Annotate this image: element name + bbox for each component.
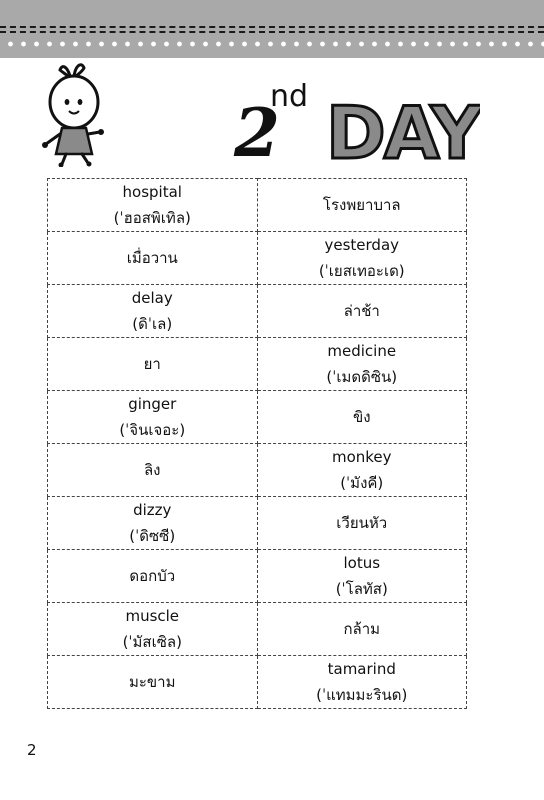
- vocabulary-word: เมื่อวาน: [126, 249, 178, 267]
- vocabulary-pronunciation: (ˈจินเจอะ): [119, 421, 186, 439]
- header-dash-line: [0, 26, 544, 28]
- vocabulary-cell-left: [48, 285, 258, 338]
- vocabulary-cell-right: [257, 550, 467, 603]
- vocabulary-word: medicine: [327, 342, 397, 360]
- vocabulary-cell-right: [257, 391, 467, 444]
- vocabulary-cell-right: [257, 656, 467, 709]
- vocabulary-row: [48, 179, 467, 232]
- vocabulary-pronunciation: (ˈแทมมะรินด): [316, 686, 408, 704]
- vocabulary-pronunciation: (ˈดิซซี): [129, 527, 176, 545]
- vocabulary-cell-left: [48, 656, 258, 709]
- vocabulary-cell-left: [48, 550, 258, 603]
- vocabulary-pronunciation: (ˈเยสเทอะเด): [318, 262, 405, 280]
- vocabulary-row: [48, 232, 467, 285]
- vocabulary-cell-left: [48, 179, 258, 232]
- vocabulary-cell-right: [257, 232, 467, 285]
- vocabulary-cell-right: [257, 338, 467, 391]
- vocabulary-cell-left: [48, 338, 258, 391]
- vocabulary-word: ยา: [143, 355, 161, 373]
- vocabulary-row: [48, 656, 467, 709]
- vocabulary-row: [48, 285, 467, 338]
- vocabulary-word: yesterday: [324, 236, 400, 254]
- ordinal-suffix: nd: [270, 79, 309, 114]
- header-dash-line: [0, 31, 544, 33]
- vocabulary-word: เวียนหัว: [336, 514, 388, 532]
- vocabulary-row: [48, 550, 467, 603]
- vocabulary-word: กล้าม: [343, 620, 381, 638]
- vocabulary-pronunciation: (ˈฮอสพิเทิล): [113, 209, 191, 227]
- vocabulary-pronunciation: (ˈมังคี): [340, 474, 384, 492]
- vocabulary-pronunciation: (ˈมัสเซิล): [122, 633, 182, 651]
- vocabulary-word: ดอกบัว: [129, 567, 176, 585]
- vocabulary-row: [48, 603, 467, 656]
- vocabulary-row: [48, 497, 467, 550]
- page-title: [230, 70, 480, 170]
- vocabulary-cell-left: [48, 497, 258, 550]
- vocabulary-word: delay: [131, 289, 173, 307]
- vocabulary-cell-right: [257, 497, 467, 550]
- vocabulary-word: hospital: [122, 183, 182, 201]
- vocabulary-cell-right: [257, 285, 467, 338]
- vocabulary-cell-left: [48, 391, 258, 444]
- vocabulary-cell-left: [48, 444, 258, 497]
- vocabulary-word: muscle: [125, 607, 180, 625]
- vocabulary-cell-left: [48, 603, 258, 656]
- vocabulary-row: [48, 391, 467, 444]
- vocabulary-word: โรงพยาบาล: [322, 196, 401, 214]
- day-number: 2: [234, 94, 280, 170]
- vocabulary-pronunciation: (ˈโลทัส): [335, 580, 388, 598]
- vocabulary-cell-left: [48, 232, 258, 285]
- vocabulary-cell-right: [257, 444, 467, 497]
- day-word: DAY: [326, 91, 480, 170]
- vocabulary-table: [47, 178, 467, 709]
- vocabulary-word: lotus: [343, 554, 381, 572]
- vocabulary-word: ginger: [128, 395, 177, 413]
- page-number: 2: [27, 741, 37, 759]
- vocabulary-pronunciation: (ดิˈเล): [132, 315, 173, 333]
- vocabulary-word: ล่าช้า: [343, 302, 380, 320]
- vocabulary-row: [48, 338, 467, 391]
- vocabulary-row: [48, 444, 467, 497]
- vocabulary-cell-right: [257, 179, 467, 232]
- header-band: [0, 0, 544, 58]
- vocabulary-word: dizzy: [133, 501, 172, 519]
- vocabulary-word: tamarind: [327, 660, 396, 678]
- vocabulary-word: ลิง: [143, 461, 161, 479]
- vocabulary-cell-right: [257, 603, 467, 656]
- mascot-illustration: [40, 62, 110, 167]
- vocabulary-word: ขิง: [352, 408, 371, 426]
- header-dot-row: [4, 40, 544, 48]
- vocabulary-word: มะขาม: [128, 673, 176, 691]
- vocabulary-word: monkey: [331, 448, 392, 466]
- vocabulary-pronunciation: (ˈเมดดิซิน): [326, 368, 398, 386]
